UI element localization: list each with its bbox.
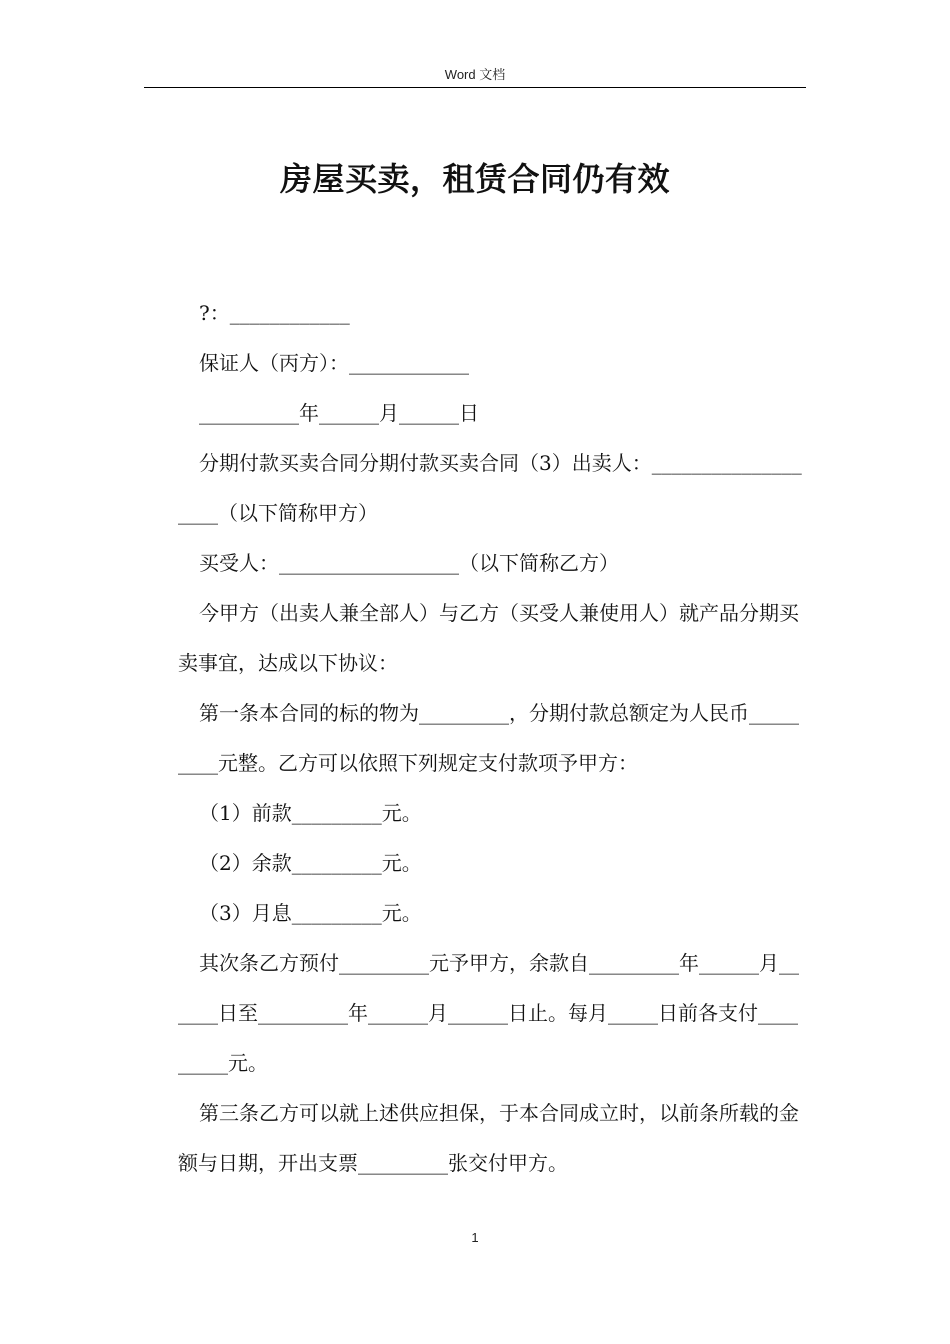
paragraph-item-1: （1）前款_________元。 — [199, 801, 422, 825]
paragraph-preamble: 今甲方（出卖人兼全部人）与乙方（买受人兼使用人）就产品分期买卖事宜，达成以下协议： — [178, 601, 799, 675]
paragraph-buyer: 买受人：__________________（以下简称乙方） — [199, 551, 619, 575]
paragraph-article-3: 第三条乙方可以就上述供应担保，于本合同成立时，以前条所载的金额与日期，开出支票_________张交付甲方。 — [178, 1101, 799, 1175]
document-body — [178, 288, 802, 1188]
page-header: Word 文档 — [444, 67, 506, 82]
paragraph-item-3: （3）月息_________元。 — [199, 901, 422, 925]
paragraph-date: __________年______月______日 — [199, 401, 479, 425]
paragraph-article-2: 其次条乙方预付_________元予甲方，余款自_________年______月______日至_________年______月______日止。每月_____日前各支付_________元。 — [178, 951, 799, 1075]
paragraph-article-1: 第一条本合同的标的物为_________，分期付款总额定为人民币_________元整。乙方可以依照下列规定支付款项予甲方： — [178, 701, 799, 775]
paragraph-guarantor: 保证人（丙方）：____________ — [199, 351, 469, 375]
document-title: 房屋买卖，租赁合同仍有效 — [279, 160, 670, 198]
paragraph-seller: 分期付款买卖合同分期付款买卖合同（3）出卖人：___________________（以下简称甲方） — [178, 451, 802, 525]
header-rule — [144, 87, 806, 88]
page-number: 1 — [471, 1230, 479, 1245]
paragraph-signature-line: ?：____________ — [199, 301, 350, 325]
paragraph-item-2: （2）余款_________元。 — [199, 851, 422, 875]
